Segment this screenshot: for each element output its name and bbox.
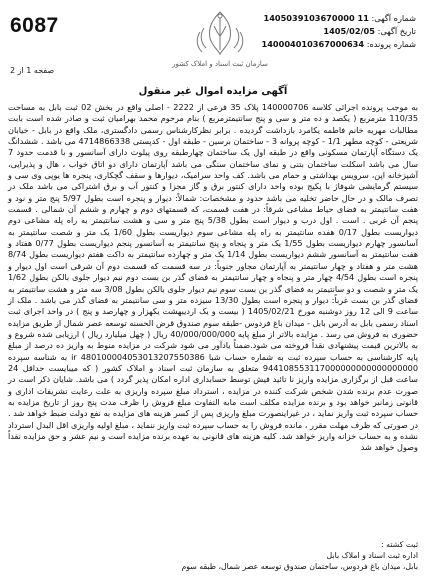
date-value: 1405/02/05 — [323, 26, 375, 36]
tracking-label: شماره آگهی: — [371, 13, 416, 23]
file-row — [256, 38, 416, 51]
tracking-row — [256, 12, 416, 25]
footer-line-2: اداره ثبت اسناد و املاک بابل — [326, 551, 418, 560]
notice-footer — [118, 539, 418, 572]
org-name: سازمان ثبت اسناد و املاک کشور — [172, 60, 268, 68]
ad-number: 6087 — [10, 14, 59, 37]
date-label: تاریخ آگهی: — [377, 26, 416, 36]
body-paragraph: به موجب پرونده اجرائی کلاسه 140000706 پلاک 35 فرعی از 2222 - اصلی واقع در بخش 02 ثبت بابل به مساحت 110/35 مترمربع ( یکصد و ده متر و سی و پنج سانتیمترمربع ) بنام مرحوم محمد بهرامیان ثبت و صادر شده است بابت مطالبات مهریه خانم فاطمه یکامرد بازداشت گردیده . برابر نظرکارشناس رسمی دادگستری، ملک واقع در بابل - خیابان شریعتی - کوچه مطهر 1/1 - کوچه پروانه 3 - ساختمان برسین - طبقه اول - کدپستی 4714866338 می باشد . ششدانگ یک دستگاه آپارتمان مسکونی واقع در طبقه اول یک ساختمان چهارطبقه روی پیلوت دارای آسانسور و با قدمت حدود 7 سال می باشد اسکلت ساختمان بتنی و نمای ساختمان سنگی می باشد آپارتمان دارای دو اتاق خواب ، هال و پذیرایی، آشپزخانه اپن، سرویس بهداشتی و حمام می باشد. کف واحد سرامیک، دیوارها و سقف گچکاری، پنجره ها یوپی وی سی و سیستم گرمایشی شوفاژ با پکیج بوده واحد دارای کنتور برق و گاز مجزا و کنتور آب و برق اشتراکی می باشد ملک در تصرف مالک و در حال حاضر تخلیه می باشد حدود و مشخصات: شمالاً: دیوار و پنجره است بطول 5/97 پنج متر و نود و هفت سانتیمتر به فضای حیاط مشاعی شرقاً: در هفت قسمت، که قسمتهای دوم و چهارم و ششم آن شمالی . قسمت پنجم آن غربی . است . اول درب و دیوار است بطول 5/38 پنج متر و سی و هشت سانتیمتر به راه پله مشاعی دوم دیواریست بطول 0/17 هفده سانتیمتر به راه پله مشاعی سوم دیواریست بطول 1/60 یک متر و شصت سانتیمتر به آسانسور چهارم دیواریست بطول 1/55 یک متر و پنجاه و پنج سانتیمتر به آسانسور پنجم دیواریست بطول 0/77 هفتاد و هفت سانتیمتر به آسانسور ششم دیواریست بطول 1/14 یک متر و چهارده سانتیمتر به داکت هفتم دیواریست بطول 8/74 هشت متر و هفتاد و چهار سانتیمتر به آپارتمان مجاور جنوباً: در سه قسمت که قسمت دوم آن شرقی است اول دیوار و پنجره است بطول 4/54 چهار متر و پنجاه و چهار سانتیمتر به فضای گذر بن بست دوم نیم دیوار جلوی بالکن بطول 1/62 یک متر و شصت و دو سانتیمتر به فضای گذر بن بست سوم نیم دیوار جلوی بالکن بطول 3/08 سه متر و هشت سانتیمتر به فضای گذر بن بست غرباً: دیوار و پنجره است بطول 13/30 سیزده متر و سی سانتیمتر به فضای گذر می باشد . ملک از ساعت 9 الی 12 روز دوشنبه مورخ 1405/02/21 ( بیست و یک اردیبهشت یکهزار و چهارصد و پنج ) در واحد اجرای ثبت اسناد رسمی بابل به آدرس بابل - میدان باغ فردوس -طبقه سوم صندوق قرض الحسنه توسعه عصر شمال از طریق مزایده حضوری به فروش می رسد . مزایده بالاتر از مبلغ پایه 40/000/000/000 ریال ( چهل میلیارد ریال ) ارزیابی شده شروع و به بالاترین قیمت پیشنهادی نقداً فروخته می شود.ضمناً یادآور می شود شرکت در مزایده منوط به واریز ده درصد از مبلغ پایه کارشناسی به حساب سپرده ثبت به شماره حساب شبا ir 480100004053013207550386 به شناسه سپرده 944108553117000000000000000000 متعلق به سازمان ثبت اسناد و املاک کشور ( که میبایست حداقل 24 ساعت قبل از برگزاری مزایده واریز نا تائید فیش توسط حسابداری اداره امکان پذیر گردد ) می باشد. شایان ذکر است در صورت عدم برنده شدن شخص شرکت کننده در مزایده ، استرداد مبلغ سپرده واریزی به علت رعایت تشریفات اداری و قانونی زمانبر خواهد بود و برنده مزایده مکلف است مابه التفاوت مبلغ فروش را ظرف مدت پنج روز از تاریخ مزایده به حساب سپرده ثبت واریز نماید ، در غیراینصورت مبلغ واریزی پس از کسر هزینه های مزایده به نفع دولت ضبط خواهد شد . در صورتی که ظرف مهلت مقرر ، مانده فروش را به حساب سپرده ثبت واریز ننماید ، مبلغ اولیه واریزی اقل البدل استرداد نشده و به حساب خزانه واریز خواهد شد. کلیه هزینه های قانونی به عهده برنده مزایده است و نیم عشر و حق مزایده نقداً وصول خواهد شد — [7, 102, 419, 453]
file-label: شماره پرونده: — [366, 39, 416, 49]
notice-meta — [256, 12, 416, 51]
notice-title: آگهی مزایده اموال غیر منقول — [138, 86, 288, 97]
file-value: 140004010367000634 — [261, 39, 365, 49]
footer-line-3: بابل، میدان باغ فردوس، ساختمان صندوق توسعه عصر شمال، طبقه سوم — [181, 562, 418, 571]
date-row — [256, 25, 416, 38]
notice-body — [8, 102, 418, 454]
page-indicator: صفحه 1 از 2 — [10, 66, 55, 75]
footer-line-1: ثبت کشته : — [381, 540, 418, 549]
tracking-value: 1405039103670000 11 — [263, 13, 369, 23]
